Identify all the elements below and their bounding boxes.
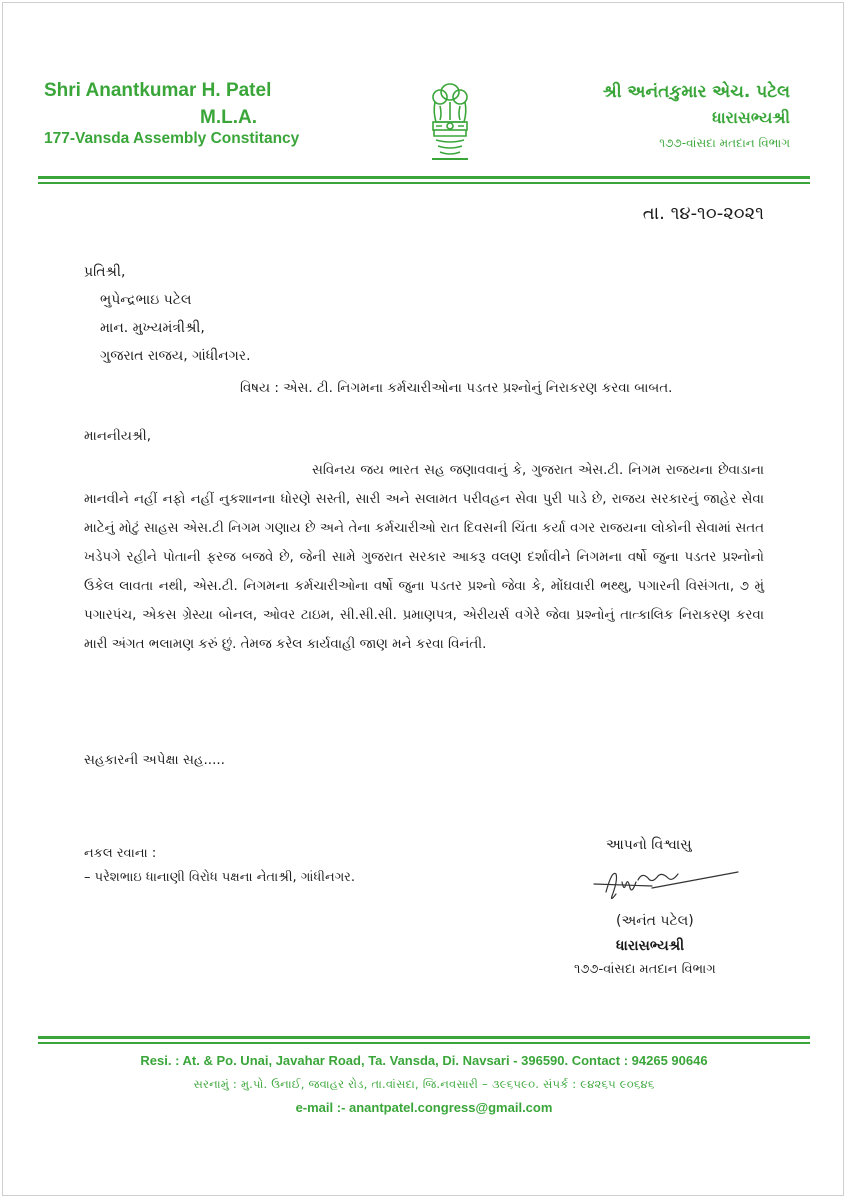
- recipient-line: ભુપેન્દ્રભાઇ પટેલ: [100, 292, 192, 308]
- constituency-english: 177-Vansda Assembly Constitancy: [44, 130, 300, 147]
- state-emblem-icon: [428, 80, 472, 162]
- cc-label: નકલ રવાના :: [84, 846, 157, 861]
- mla-title-gujarati: ધારાસભ્યશ્રી: [712, 108, 790, 127]
- recipient-line: ગુજરાત રાજય, ગાંધીનગર.: [100, 348, 251, 364]
- cc-recipient: – પરેશભાઇ ધાનાણી વિરોધ પક્ષના નેતાશ્રી, ગાંધીનગર.: [84, 870, 356, 885]
- constituency-gujarati: ૧૭૭-વાંસદા મતદાન વિભાગ: [659, 136, 790, 150]
- recipient-address: [84, 258, 251, 370]
- mla-title-english: M.L.A.: [200, 107, 257, 128]
- salutation: માનનીયશ્રી,: [84, 428, 152, 444]
- footer-email: e-mail :- anantpatel.congress@gmail.com: [295, 1100, 553, 1115]
- signatory-constituency: ૧૭૭-વાંસદા મતદાન વિભાગ: [574, 962, 716, 977]
- footer-address-gujarati: સરનામું : મુ.પો. ઉનાઈ, જવાહર રોડ, તા.વાંસદા, જિ.નવસારી – ૩૯૬૫૯૦. સંપર્ક : ૯૪૨૬૫ ૯૦૬૪૬: [193, 1077, 655, 1091]
- mla-name-english: Shri Anantkumar H. Patel: [44, 80, 272, 101]
- letter-date: તા. ૧૪-૧૦-૨૦૨૧: [642, 203, 764, 224]
- header-divider-bottom: [38, 182, 810, 184]
- letter-subject: વિષય : એસ. ટી. નિગમના કર્મચારીઓના પડતર પ્રશ્નોનું નિરાકરણ કરવા બાબત.: [240, 380, 673, 396]
- letter-body: [84, 456, 764, 659]
- mla-name-gujarati: શ્રી અનંતકુમાર એચ. પટેલ: [602, 82, 790, 102]
- recipient-line: માન. મુખ્યમંત્રીશ્રી,: [100, 320, 205, 336]
- footer-address-english: Resi. : At. & Po. Unai, Javahar Road, Ta. Vansda, Di. Navsari - 396590. Contact : 94265 90646: [140, 1053, 708, 1068]
- letter-body-text: સવિનય જય ભારત સહ જણાવવાનું કે, ગુજરાત એસ.ટી. નિગમ રાજયના છેવાડાના માનવીને નહીં નફો નહીં નુકશાનના ધોરણે સસ્તી, સારી અને સલામત પરીવહન સેવા પુરી પાડે છે, રાજય સરકારનું જાહેર સેવા માટેનું મોટું સાહસ એસ.ટી નિગમ ગણાય છે અને તેના કર્મચારીઓ રાત દિવસની ચિંતા કર્યા વગર રાજયના લોકોની સેવામાં સતત ખડેપગે રહીને પોતાની ફરજ બજવે છે, જેની સામે ગુજરાત સરકાર આકરૂ વલણ દર્શાવીને નિગમના વર્ષો જુના પડતર પ્રશ્નોનો ઉકેલ લાવતા નથી, એસ.ટી. નિગમના કર્મચારીઓના વર્ષો જુના પડતર પ્રશ્નો જેવા કે, મોંઘવારી ભથ્થુ, પગારની વિસંગતા, ૭ મું પગારપંચ, એકસ ગ્રેસ્યા બોનલ, ઓવર ટાઇમ, સી.સી.સી. પ્રમાણપત્ર, એરીયર્સ વગેરે જેવા પ્રશ્નોનું તાત્કાલિક નિરાકરણ કરવા મારી અંગત ભલામણ કરું છું. તેમજ કરેલ કાર્યવાહી જાણ મને કરવા વિનંતી.: [84, 463, 764, 652]
- footer-divider-top: [38, 1036, 810, 1039]
- signatory-title: ધારાસભ્યશ્રી: [616, 938, 685, 954]
- signatory-name: (અનંત પટેલ): [616, 913, 694, 929]
- footer-divider-bottom: [38, 1042, 810, 1044]
- recipient-line: પ્રતિશ્રી,: [84, 264, 126, 280]
- handwritten-signature: [592, 862, 742, 912]
- header-divider-top: [38, 176, 810, 179]
- sign-off: આપનો વિશ્વાસુ: [606, 837, 692, 853]
- closing-line: સહકારની અપેક્ષા સહ.....: [84, 752, 225, 768]
